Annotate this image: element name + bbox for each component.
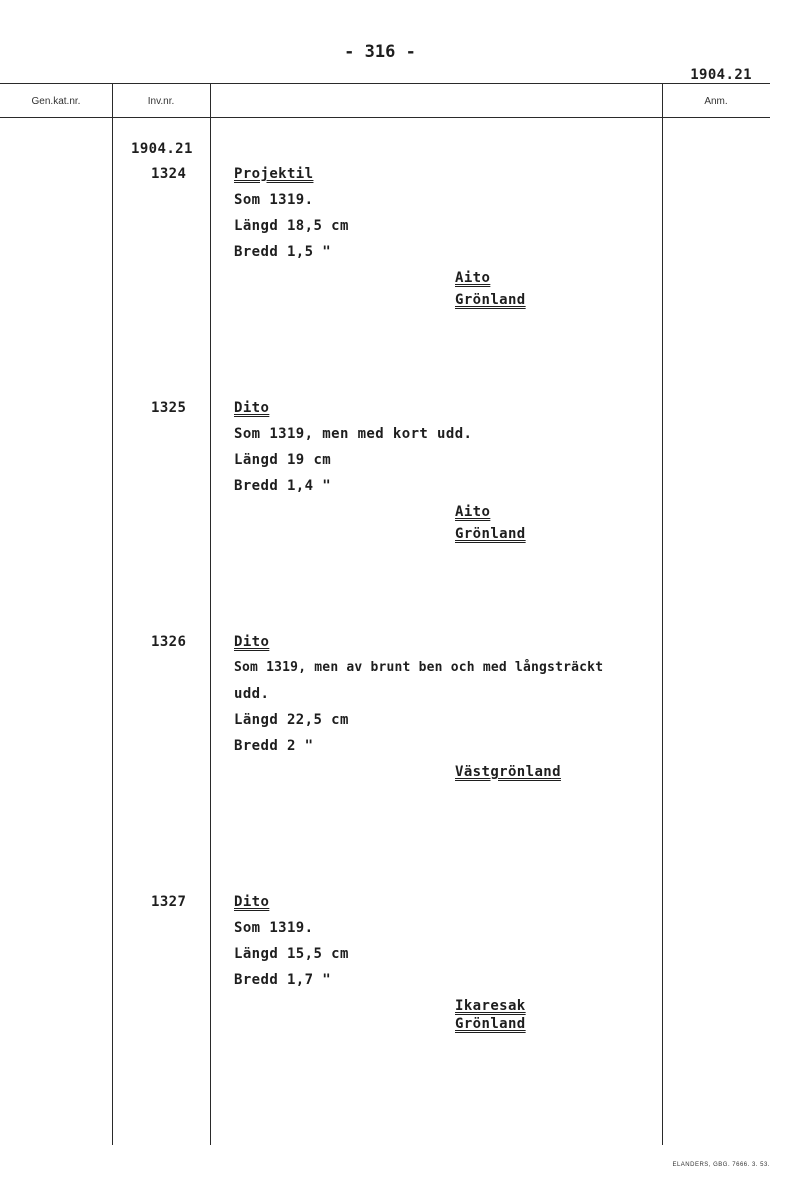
entry-line: Som 1319. [234,920,314,936]
entry-line: Längd 19 cm [234,452,332,468]
entry-line: Längd 18,5 cm [234,218,349,234]
entry-inv-number: 1325 [151,400,187,416]
column-divider-anm [662,83,663,1145]
entry-locality: Ikaresak [455,998,526,1014]
entry-line: Längd 15,5 cm [234,946,349,962]
entry-locality: Västgrönland [455,764,561,780]
entry-locality: Aito [455,270,491,286]
entry-line: udd. [234,686,270,702]
column-divider-description [210,83,211,1145]
entry-inv-number: 1326 [151,634,187,650]
entry-inv-number: 1327 [151,894,187,910]
entry-line: Längd 22,5 cm [234,712,349,728]
entry-line: Bredd 1,5 " [234,244,332,260]
entry-line: Som 1319, men av brunt ben och med långsträckt [234,660,604,675]
entry-line: Som 1319. [234,192,314,208]
column-divider-inv [112,83,113,1145]
entry-inv-number: 1324 [151,166,187,182]
printer-mark: ELANDERS, GBG. 7666. 3. 53. [672,1162,770,1168]
entry-line: Som 1319, men med kort udd. [234,426,473,442]
column-header-anm: Anm. [704,96,728,107]
entry-line: Bredd 1,7 " [234,972,332,988]
inv-group-number: 1904.21 [131,141,193,157]
entry-title: Dito [234,894,270,910]
entry-region: Grönland [455,1016,526,1032]
entry-title: Dito [234,400,270,416]
entry-region: Grönland [455,292,526,308]
entry-title: Dito [234,634,270,650]
column-header-inv-nr: Inv.nr. [147,96,175,107]
entry-title: Projektil [234,166,314,182]
header-bottom-rule [0,117,770,118]
header-top-rule [0,83,770,84]
entry-region: Grönland [455,526,526,542]
column-header-gen-kat-nr: Gen.kat.nr. [31,96,81,107]
catalog-reference: 1904.21 [690,67,752,83]
entry-line: Bredd 2 " [234,738,314,754]
entry-line: Bredd 1,4 " [234,478,332,494]
entry-locality: Aito [455,504,491,520]
page-number: - 316 - [344,42,416,62]
